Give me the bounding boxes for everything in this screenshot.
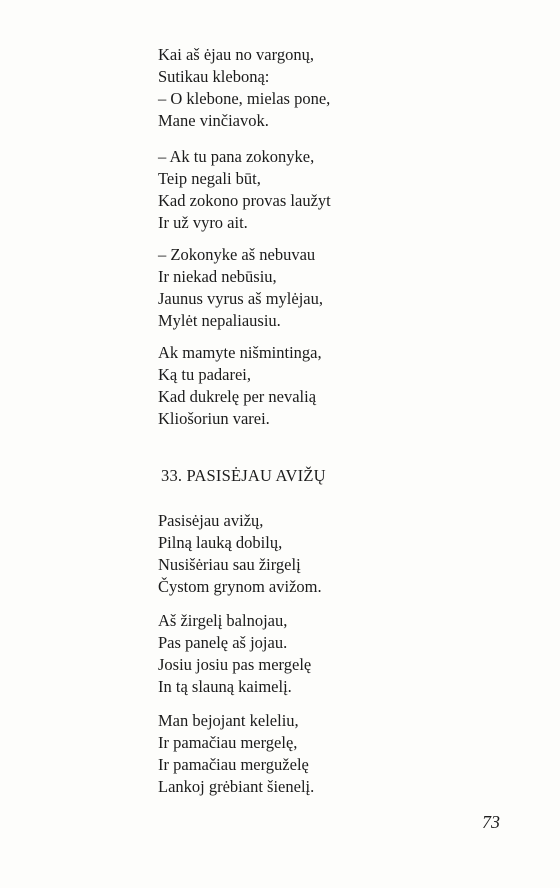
stanza-6 [158,610,311,698]
verse-line: Sutikau kleboną: [158,67,270,86]
verse-line: Lankoj grėbiant šienelį. [158,777,315,796]
verse-line: Josiu josiu pas mergelę [158,655,312,674]
stanza-4 [158,342,322,430]
verse-line: Ir už vyro ait. [158,213,248,232]
stanza-1 [158,44,330,132]
verse-line: Nusišėriau sau žirgelį [158,555,301,574]
verse-line: In tą slauną kaimelį. [158,677,292,696]
verse-line: Pas panelę aš jojau. [158,633,288,652]
verse-line: Aš žirgelį balnojau, [158,611,288,630]
song-title: 33. PASISĖJAU AVIŽŲ [161,466,326,485]
verse-line: Teip negali būt, [158,169,261,188]
verse-line: – O klebone, mielas pone, [158,89,331,108]
verse-line: Mylėt nepaliausiu. [158,311,281,330]
verse-line: Kad zokono provas laužyt [158,191,331,210]
verse-line: Ir niekad nebūsiu, [158,267,277,286]
stanza-3 [158,244,323,332]
verse-line: Mane vinčiavok. [158,111,269,130]
verse-line: Ir pamačiau mergelę, [158,733,298,752]
verse-line: Man bejojant keleliu, [158,711,299,730]
verse-line: – Zokonyke aš nebuvau [158,245,316,264]
verse-line: Jaunus vyrus aš mylėjau, [158,289,323,308]
stanza-7 [158,710,314,798]
verse-line: Kliošoriun varei. [158,409,270,428]
verse-line: Pasisėjau avižų, [158,511,264,530]
verse-line: Čystom grynom avižom. [158,577,322,596]
verse-line: Ak mamyte nišmintinga, [158,343,322,362]
page-number: 73 [482,812,500,832]
stanza-5 [158,510,322,598]
verse-line: Ką tu padarei, [158,365,251,384]
verse-line: Ir pamačiau merguželę [158,755,309,774]
stanza-2 [158,146,331,234]
verse-line: – Ak tu pana zokonyke, [158,147,315,166]
verse-line: Kai aš ėjau no vargonų, [158,45,314,64]
verse-line: Pilną lauką dobilų, [158,533,283,552]
verse-line: Kad dukrelę per nevalią [158,387,317,406]
